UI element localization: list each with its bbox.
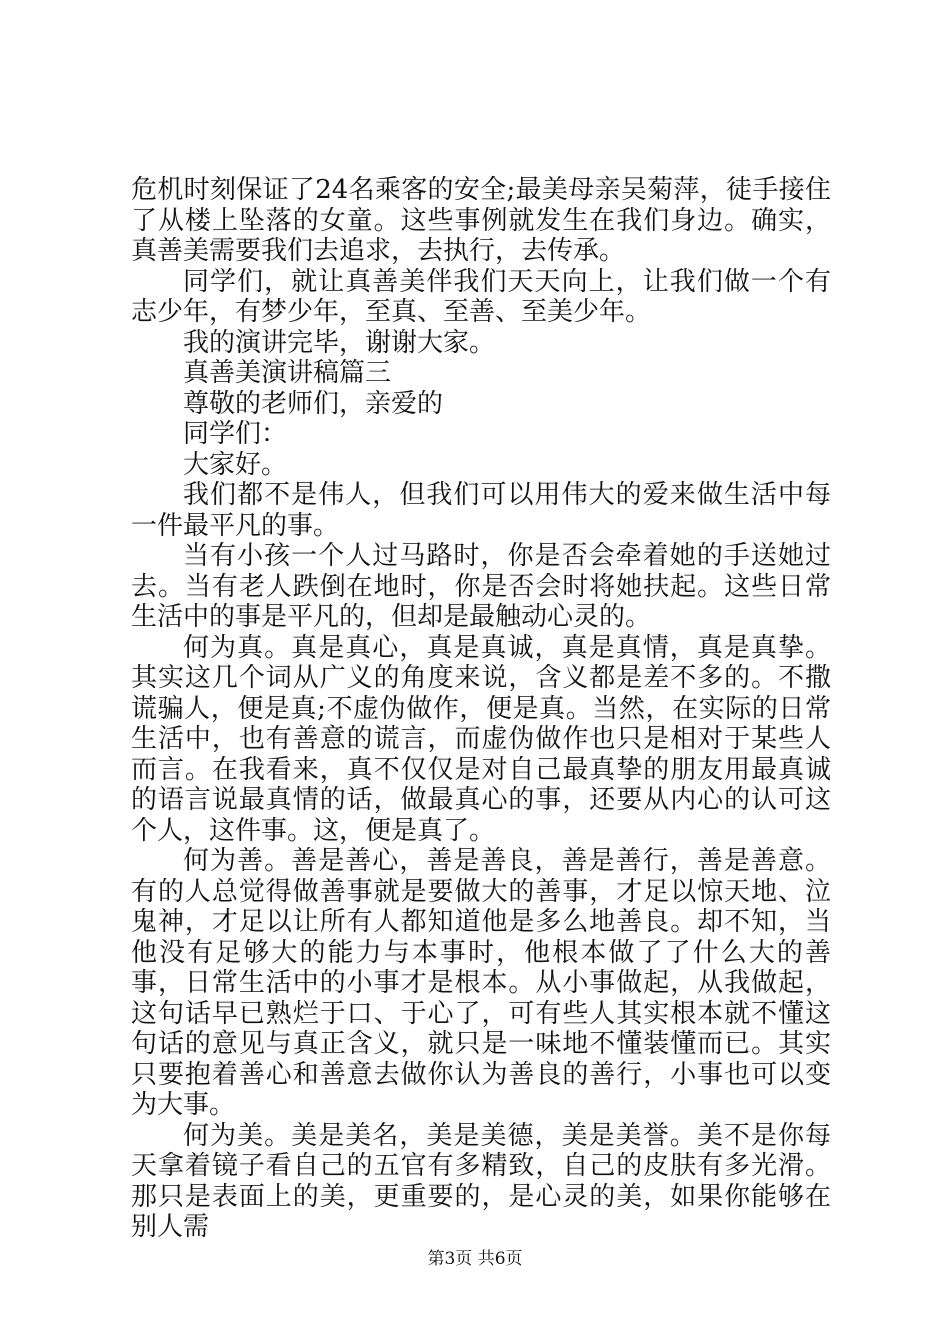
page-footer xyxy=(0,1244,950,1269)
paragraph: 何为真。真是真心，真是真诚，真是真情，真是真挚。其实这几个词从广义的角度来说，含义都是差不多的。不撒谎骗人，便是真;不虚伪做作，便是真。当然，在实际的日常生活中，也有善意的谎言，而虚伪做作也只是相对于某些人而言。在我看来，真不仅仅是对自己最真挚的朋友用最真诚的语言说最真情的话，做最真心的事，还要从内心的认可这个人，这件事。这，便是真了。 xyxy=(131,632,831,846)
salutation: 同学们： xyxy=(183,419,288,449)
salutation: 尊敬的老师们，亲爱的 xyxy=(183,388,444,419)
paragraph: 何为美。美是美名，美是美德，美是美誉。美不是你每天拿着镜子看自己的五官有多精致，自己的皮肤有多光滑。那只是表面上的美，更重要的，是心灵的美，如果你能够在别人需 xyxy=(131,1120,831,1242)
paragraph: 我的演讲完毕，谢谢大家。 xyxy=(183,327,496,358)
document-body xyxy=(131,175,831,1243)
paragraph: 同学们，就让真善美伴我们天天向上，让我们做一个有志少年，有梦少年，至真、至善、至美少年。 xyxy=(131,266,831,327)
paragraph: 当有小孩一个人过马路时，你是否会牵着她的手送她过去。当有老人跌倒在地时，你是否会时将她扶起。这些日常生活中的事是平凡的，但却是最触动心灵的。 xyxy=(131,541,831,632)
paragraph: 危机时刻保证了24名乘客的安全;最美母亲吴菊萍，徒手接住了从楼上坠落的女童。这些事例就发生在我们身边。确实，真善美需要我们去追求，去执行，去传承。 xyxy=(131,175,831,266)
page-number-label: 第3页 共6页 xyxy=(427,1249,523,1269)
greeting: 大家好。 xyxy=(183,449,288,480)
paragraph: 何为善。善是善心，善是善良，善是善行，善是善意。有的人总觉得做善事就是要做大的善事，才足以惊天地、泣鬼神，才足以让所有人都知道他是多么地善良。却不知，当他没有足够大的能力与本事时，他根本做了了什么大的善事，日常生活中的小事才是根本。从小事做起，从我做起，这句话早已熟烂于口、于心了，可有些人其实根本就不懂这句话的意见与真正含义，就只是一味地不懂装懂而已。其实只要抱着善心和善意去做你认为善良的善行，小事也可以变为大事。 xyxy=(131,846,831,1120)
paragraph: 我们都不是伟人，但我们可以用伟大的爱来做生活中每一件最平凡的事。 xyxy=(131,480,831,541)
section-heading: 真善美演讲稿篇三 xyxy=(183,358,392,388)
